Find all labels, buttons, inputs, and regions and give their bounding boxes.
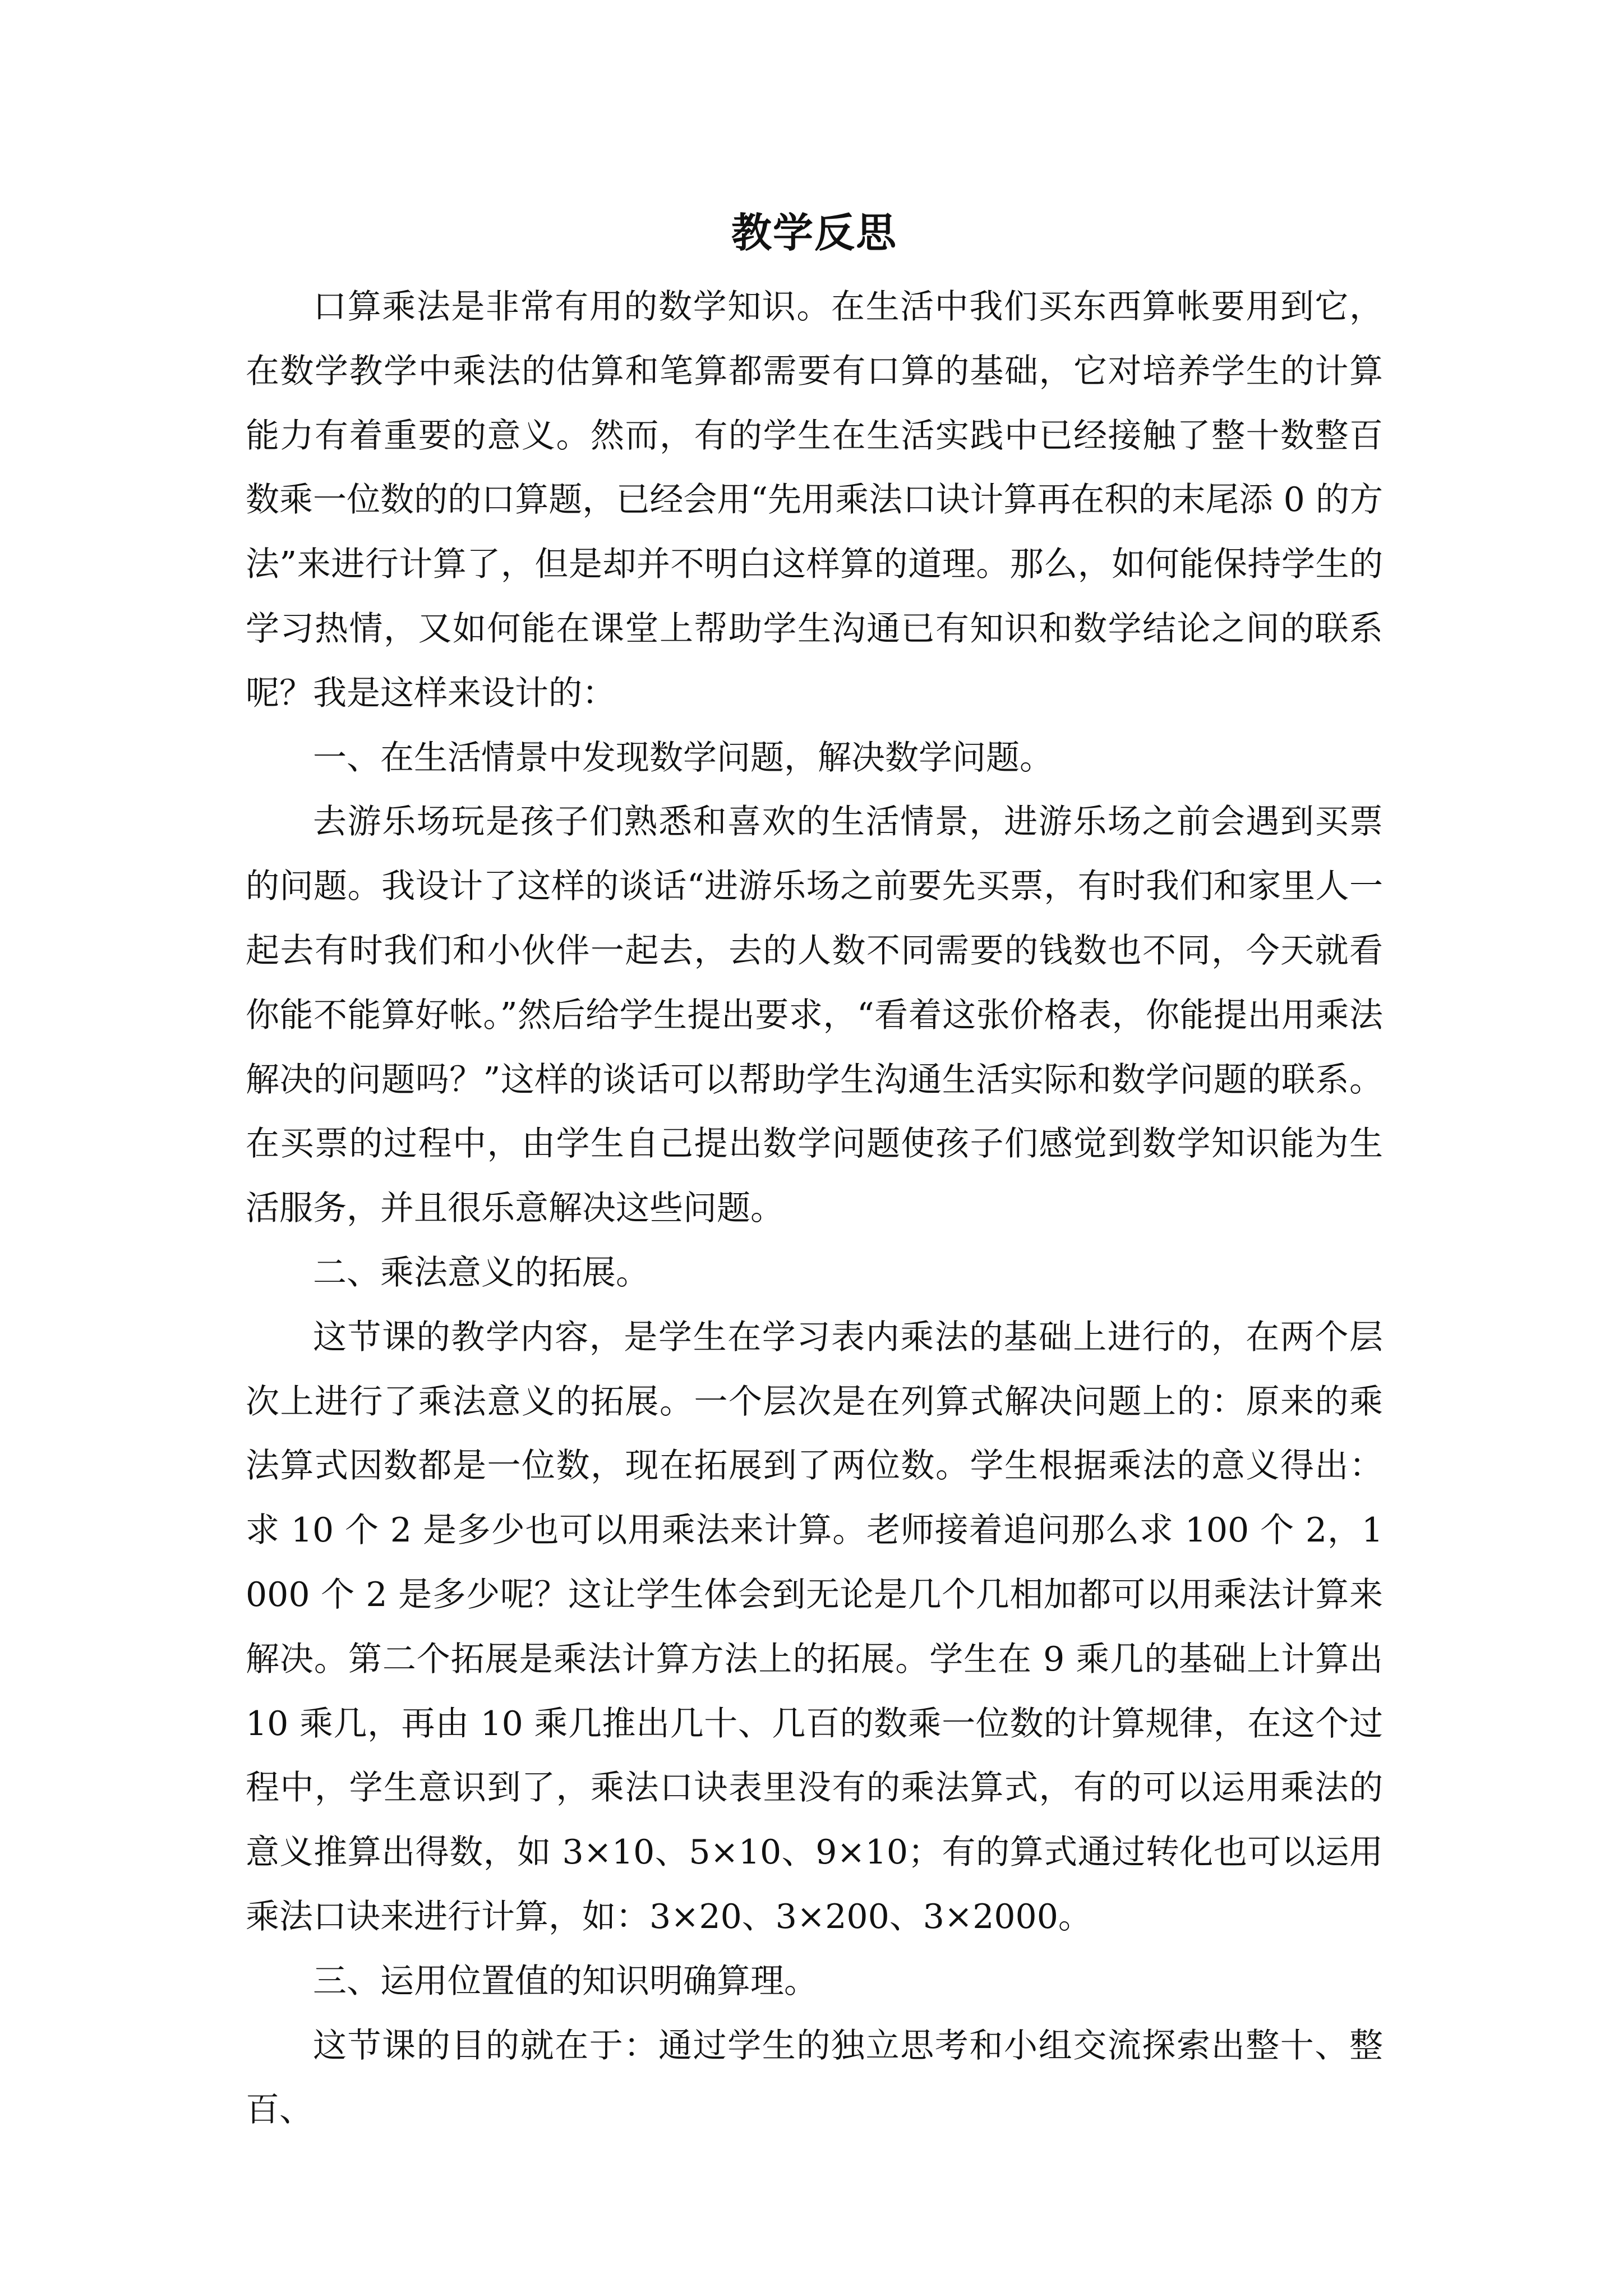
document-title: 教学反思	[731, 209, 897, 256]
document-page	[246, 191, 1383, 2142]
intro-paragraph: 口算乘法是非常有用的数学知识。在生活中我们买东西算帐要用到它，在数学教学中乘法的估算和笔算都需要有口算的基础，它对培养学生的计算能力有着重要的意义。然而，有的学生在生活实践中已经接触了整十数整百数乘一位数的的口算题，已经会用“先用乘法口诀计算再在积的末尾添 0 的方法”来进行计算了，但是却并不明白这样算的道理。那么，如何能保持学生的学习热情，又如何能在课堂上帮助学生沟通已有知识和数学结论之间的联系呢？我是这样来设计的：	[246, 287, 1383, 713]
section-3-paragraph: 这节课的目的就在于：通过学生的独立思考和小组交流探索出整十、整百、	[246, 2026, 1383, 2130]
section-2-paragraph: 这节课的教学内容，是学生在学习表内乘法的基础上进行的，在两个层次上进行了乘法意义的拓展。一个层次是在列算式解决问题上的：原来的乘法算式因数都是一位数，现在拓展到了两位数。学生根据乘法的意义得出：求 10 个 2 是多少也可以用乘法来计算。老师接着追问那么求 100 个 2，1000 个 2 是多少呢？这让学生体会到无论是几个几相加都可以用乘法计算来解决。第二个拓展是乘法计算方法上的拓展。学生在 9 乘几的基础上计算出 10 乘几，再由 10 乘几推出几十、几百的数乘一位数的计算规律，在这个过程中，学生意识到了，乘法口诀表里没有的乘法算式，有的可以运用乘法的意义推算出得数，如 3×10、5×10、9×10；有的算式通过转化也可以运用乘法口诀来进行计算，如：3×20、3×200、3×2000。	[246, 1317, 1383, 1936]
section-heading-2: 二、乘法意义的拓展。	[313, 1253, 649, 1292]
section-heading-1: 一、在生活情景中发现数学问题，解决数学问题。	[313, 738, 1053, 777]
section-heading-3: 三、运用位置值的知识明确算理。	[313, 1961, 818, 2001]
section-1-paragraph: 去游乐场玩是孩子们熟悉和喜欢的生活情景，进游乐场之前会遇到买票的问题。我设计了这样的谈话“进游乐场之前要先买票，有时我们和家里人一起去有时我们和小伙伴一起去，去的人数不同需要的钱数也不同，今天就看你能不能算好帐。”然后给学生提出要求，“看着这张价格表，你能提出用乘法解决的问题吗？”这样的谈话可以帮助学生沟通生活实际和数学问题的联系。在买票的过程中，由学生自己提出数学问题使孩子们感觉到数学知识能为生活服务，并且很乐意解决这些问题。	[246, 802, 1383, 1228]
